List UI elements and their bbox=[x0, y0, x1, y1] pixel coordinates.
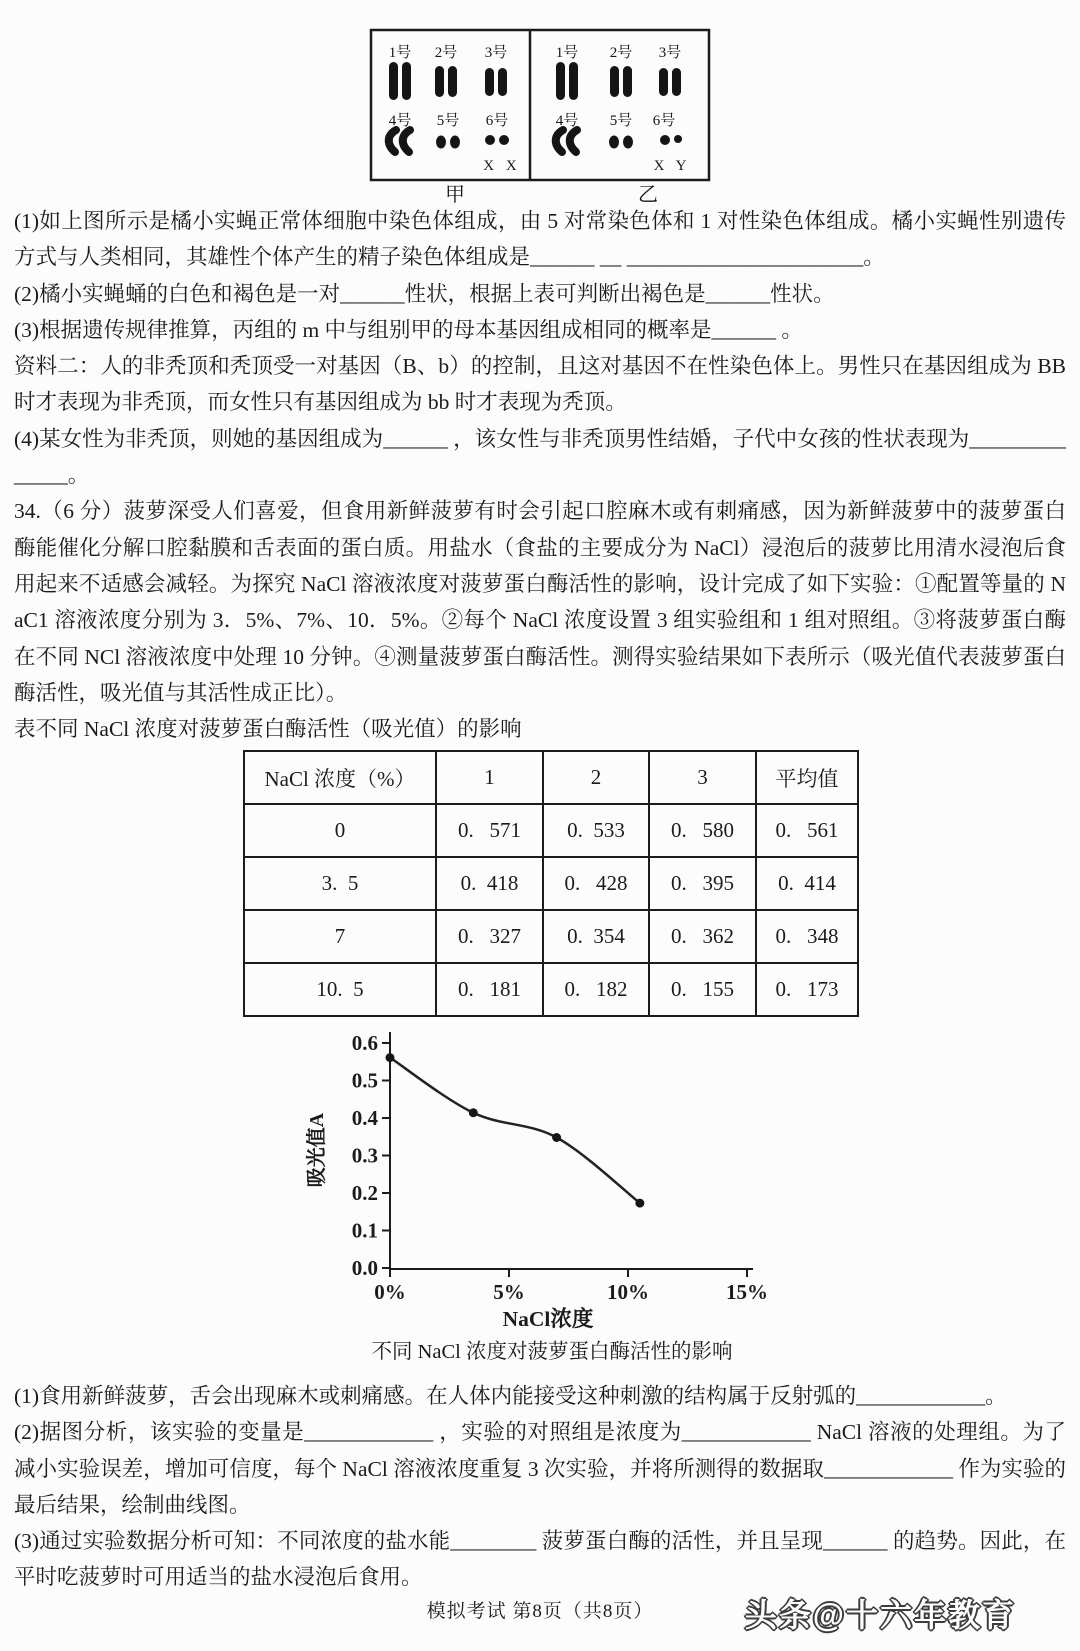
karyotype-figure bbox=[358, 12, 718, 207]
y-tick-label: 0.0 bbox=[351, 1256, 378, 1280]
y-tick-marks bbox=[382, 1043, 390, 1268]
data-point bbox=[469, 1108, 478, 1117]
chromosome-label: 3号 bbox=[484, 45, 508, 61]
chromosome-label: 2号 bbox=[434, 45, 458, 61]
chromosome-pair-3 bbox=[485, 68, 507, 96]
table-cell: 0. 327 bbox=[436, 910, 543, 963]
table-cell: 0. 571 bbox=[436, 804, 543, 857]
y-tick-label: 0.3 bbox=[351, 1143, 378, 1168]
table-cell: 0. 182 bbox=[543, 963, 649, 1016]
chromosome-pair-2 bbox=[435, 66, 457, 97]
question-paragraph: (3)根据遗传规律推算，丙组的 m 中与组别甲的母本基因组成相同的概率是______ 。 bbox=[14, 317, 803, 342]
chromosome-pair-5 bbox=[609, 136, 633, 149]
y-tick-label: 0.6 bbox=[351, 1031, 378, 1055]
column-header: 1 bbox=[436, 751, 543, 804]
chromosome-label: 4号 bbox=[555, 113, 579, 129]
table-cell: 0. 418 bbox=[436, 857, 543, 910]
chromosome-label: 6号 bbox=[485, 113, 509, 129]
chromosome-label: 5号 bbox=[436, 113, 460, 129]
x-tick-label: 10% bbox=[607, 1280, 649, 1304]
chromosome-pair-2 bbox=[610, 66, 632, 97]
table-row bbox=[244, 857, 858, 910]
chromosome-pair-4 bbox=[556, 130, 577, 152]
chromosome-label: 5号 bbox=[609, 113, 633, 129]
karyotype-panel-yi bbox=[556, 44, 691, 206]
x-axis-title: NaCl浓度 bbox=[502, 1307, 594, 1331]
table-row bbox=[244, 804, 858, 857]
chromosome-pair-5 bbox=[436, 136, 460, 149]
data-point bbox=[552, 1133, 561, 1142]
page-footer: 模拟考试 第8页（共8页） bbox=[426, 1601, 654, 1622]
question-paragraph: (2)据图分析，该实验的变量是____________ ，实验的对照组是浓度为____________ NaCl 溶液的处理组。为了减小实验误差，增加可信度，每个 NaCl 溶液浓度重复 3 次实验，并将所测得的数据取____________ 作为实验的最后结果，绘制曲线图。 bbox=[14, 1420, 1066, 1517]
table-row bbox=[244, 910, 858, 963]
x-tick-label: 5% bbox=[493, 1280, 525, 1304]
table-cell: 0. 395 bbox=[649, 857, 756, 910]
table-cell: 0. 354 bbox=[543, 910, 649, 963]
question-paragraph: (3)通过实验数据分析可知：不同浓度的盐水能________ 菠萝蛋白酶的活性，并且呈现______ 的趋势。因此，在平时吃菠萝时可用适当的盐水浸泡后食用。 bbox=[14, 1529, 1066, 1590]
chromosome-pair-6 bbox=[660, 135, 682, 145]
x-tick-label: 15% bbox=[726, 1280, 768, 1304]
column-header: 2 bbox=[543, 751, 649, 804]
table-cell: 0. 561 bbox=[756, 804, 858, 857]
chromosome-label: 1号 bbox=[388, 45, 412, 61]
table-title: 表不同 NaCl 浓度对菠萝蛋白酶活性（吸光值）的影响 bbox=[14, 717, 522, 742]
table-cell: 0 bbox=[244, 804, 436, 857]
table-cell: 3. 5 bbox=[244, 857, 436, 910]
data-line bbox=[390, 1058, 640, 1204]
chromosome-label: 6号 bbox=[652, 113, 676, 129]
x-tick-marks bbox=[390, 1269, 747, 1277]
sex-chromosome-label: X Y bbox=[653, 158, 691, 174]
absorbance-table bbox=[243, 750, 859, 1017]
table-cell: 0. 348 bbox=[756, 910, 858, 963]
panel-name: 甲 bbox=[445, 184, 465, 206]
question-paragraph: (2)橘小实蝇蛹的白色和褐色是一对______性状，根据上表可判断出褐色是______性状。 bbox=[14, 281, 835, 306]
column-header: 平均值 bbox=[756, 751, 858, 804]
chart-caption: 不同 NaCl 浓度对菠萝蛋白酶活性的影响 bbox=[371, 1341, 733, 1363]
chromosome-pair-4 bbox=[389, 130, 410, 152]
question-34-intro: 34.（6 分）菠萝深受人们喜爱，但食用新鲜菠萝有时会引起口腔麻木或有刺痛感，因为新鲜菠萝中的菠萝蛋白酶能催化分解口腔黏膜和舌表面的蛋白质。用盐水（食盐的主要成分为 NaCl）浸泡后的菠萝比用清水浸泡后食用起来不适感会减轻。为探究 NaCl 溶液浓度对菠萝蛋白酶活性的影响，设计完成了如下实验：①配置等量的 NaC1 溶液浓度分别为 3．5%、7%、10．5%。②每个 NaCl 浓度设置 3 组实验组和 1 组对照组。③将菠萝蛋白酶在不同 NCl 溶液浓度中处理 10 分钟。④测量菠萝蛋白酶活性。测得实验结果如下表所示（吸光值代表菠萝蛋白酶活性，吸光值与其活性成正比）。 bbox=[14, 499, 1066, 705]
panel-name: 乙 bbox=[638, 184, 658, 206]
chromosome-label: 3号 bbox=[658, 45, 682, 61]
chromosome-pair-6 bbox=[485, 135, 509, 145]
y-tick-label: 0.2 bbox=[351, 1181, 378, 1205]
question-paragraph: (4)某女性为非秃顶，则她的基因组成为______ ，该女性与非秃顶男性结婚，子代中女孩的性状表现为______________。 bbox=[14, 426, 1066, 488]
karyotype-panel-jia bbox=[389, 44, 521, 206]
question-paragraph: (1)如上图所示是橘小实蝇正常体细胞中染色体组成，由 5 对常染色体和 1 对性染色体组成。橘小实蝇性别遗传方式与人类相同，其雄性个体产生的精子染色体组成是______ __ ______________________。 bbox=[14, 209, 1066, 270]
chromosome-pair-1 bbox=[389, 62, 411, 100]
table-cell: 0. 580 bbox=[649, 804, 756, 857]
chromosome-label: 1号 bbox=[555, 45, 579, 61]
x-tick-label: 0% bbox=[374, 1280, 406, 1304]
table-cell: 0. 428 bbox=[543, 857, 649, 910]
y-tick-label: 0.5 bbox=[351, 1068, 378, 1093]
sex-chromosome-label: X X bbox=[483, 158, 521, 174]
table-cell: 0. 533 bbox=[543, 804, 649, 857]
y-tick-label: 0.4 bbox=[351, 1106, 378, 1130]
data-point bbox=[635, 1199, 644, 1208]
table-cell: 10. 5 bbox=[244, 963, 436, 1016]
chromosome-pair-3 bbox=[659, 68, 681, 96]
table-cell: 0. 362 bbox=[649, 910, 756, 963]
column-header: 3 bbox=[649, 751, 756, 804]
y-axis-title: 吸光值A bbox=[306, 1112, 328, 1188]
table-cell: 0. 414 bbox=[756, 857, 858, 910]
chromosome-label: 4号 bbox=[388, 113, 412, 129]
chromosome-pair-1 bbox=[556, 62, 578, 100]
data-point bbox=[386, 1053, 395, 1062]
line-chart bbox=[290, 988, 780, 1373]
question-paragraph: (1)食用新鲜菠萝，舌会出现麻木或刺痛感。在人体内能接受这种刺激的结构属于反射弧的____________。 bbox=[14, 1384, 1007, 1408]
watermark: 头条@十六年教育 bbox=[744, 1597, 1016, 1633]
question-paragraph: 资料二：人的非秃顶和秃顶受一对基因（B、b）的控制，且这对基因不在性染色体上。男性只在基因组成为 BB 时才表现为非秃顶，而女性只有基因组成为 bb 时才表现为秃顶。 bbox=[14, 354, 1066, 415]
table-cell: 7 bbox=[244, 910, 436, 963]
question-33-text bbox=[14, 203, 1066, 747]
table-cell: 0. 155 bbox=[649, 963, 756, 1016]
table-header-row bbox=[244, 751, 858, 804]
question-34-text bbox=[14, 1378, 1066, 1596]
y-tick-label: 0.1 bbox=[351, 1218, 378, 1243]
table-cell: 0. 181 bbox=[436, 963, 543, 1016]
table-cell: 0. 173 bbox=[756, 963, 858, 1016]
column-header: NaCl 浓度（%） bbox=[244, 751, 436, 804]
chromosome-label: 2号 bbox=[609, 45, 633, 61]
data-points bbox=[386, 1053, 645, 1208]
